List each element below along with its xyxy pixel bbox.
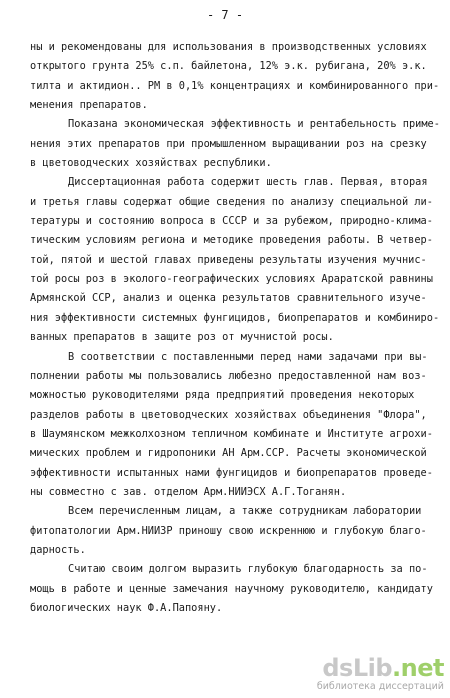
text-line: в цветоводческих хозяйствах республики. xyxy=(30,157,272,170)
text-line: мощь в работе и ценные замечания научному руководителю, кандидату xyxy=(30,582,433,595)
text-line: полнении работы мы пользовались любезно предоставленной нам воз- xyxy=(30,369,427,382)
document-body xyxy=(30,38,438,618)
watermark-logo xyxy=(317,656,444,680)
text-line: разделов работы в цветоводческих хозяйствах объединения "Флора", xyxy=(30,408,427,421)
text-line: в Шаумянском межколхозном тепличном комбинате и Институте агрохи- xyxy=(30,427,433,440)
text-line: тературы и состоянию вопроса в СССР и за рубежом, природно-клима- xyxy=(30,215,433,228)
text-line: ния эффективности системных фунгицидов, биопрепаратов и комбиниро- xyxy=(30,311,440,324)
text-line: и третья главы содержат общие сведения по анализу специальной ли- xyxy=(30,195,433,208)
text-line: нения этих препаратов при промышленном выращивании роз на срезку xyxy=(30,137,427,150)
watermark-logo-accent: .net xyxy=(392,654,444,682)
text-line: Показана экономическая эффективность и рентабельность приме- xyxy=(68,118,440,131)
text-line: Диссертационная работа содержит шесть глав. Первая, вторая xyxy=(68,176,428,189)
watermark-subtitle: библиотека диссертаций xyxy=(316,681,444,692)
text-line: Армянской ССР, анализ и оценка результатов сравнительного изуче- xyxy=(30,292,427,305)
text-line: той, пятой и шестой главах приведены результаты изучения мучнис- xyxy=(30,253,427,266)
page-number: - 7 - xyxy=(206,8,244,22)
text-line: Считаю своим долгом выразить глубокую благодарность за по- xyxy=(68,563,428,576)
text-line: биологических наук Ф.А.Папояну. xyxy=(30,601,223,614)
text-line: эффективности испытанных нами фунгицидов и биопрепаратов проведе- xyxy=(30,466,433,479)
dslib-watermark xyxy=(317,656,444,692)
text-line: менения препаратов. xyxy=(30,99,148,112)
text-line: можностью руководителями ряда предприятий проведения некоторых xyxy=(30,389,415,402)
text-line: тилта и актидион.. РМ в 0,1% концентрациях и комбинированного при- xyxy=(30,79,440,92)
text-line: открытого грунта 25% с.п. байлетона, 12% э.к. рубигана, 20% э.к. xyxy=(30,60,427,73)
text-line: ны и рекомендованы для использования в производственных условиях xyxy=(30,41,427,53)
text-line: той росы роз в эколого-географических условиях Араратской равнины xyxy=(30,273,433,286)
text-line: Всем перечисленным лицам, а также сотрудникам лаборатории xyxy=(68,505,422,518)
text-line: ванных препаратов в защите роз от мучнистой росы. xyxy=(30,331,334,344)
text-line: В соответствии с поставленными перед нами задачами при вы- xyxy=(68,350,428,363)
text-line: мических проблем и гидропоники АН Арм.ССР. Расчеты экономической xyxy=(30,447,427,460)
text-line: ны совместно с зав. отделом Арм.НИИЭСХ А.Г.Тоганян. xyxy=(30,485,347,498)
text-line: фитопатологии Арм.НИИЗР приношу свою искреннюю и глубокую благо- xyxy=(30,524,427,537)
watermark-logo-main: dsLib xyxy=(322,654,393,682)
text-line: тическим условиям региона и методике проведения работы. В четвер- xyxy=(30,234,433,247)
text-line: дарность. xyxy=(30,543,86,556)
